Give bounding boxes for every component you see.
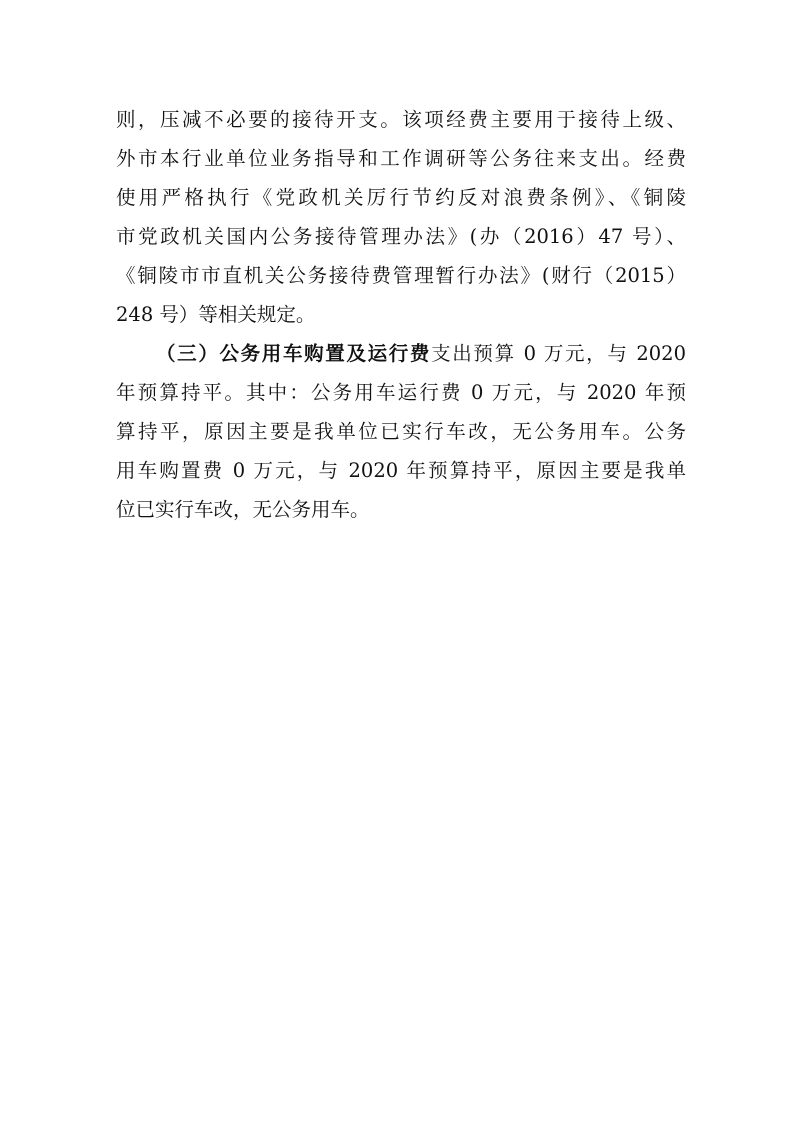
text-line: 年预算持平。其中：公务用车运行费 0 万元，与 2020 年预 bbox=[116, 381, 686, 404]
text-line: 《铜陵市市直机关公务接待费管理暂行办法》(财行（2015） bbox=[116, 264, 686, 287]
text-span: 支出预算 0 万元，与 2020 bbox=[431, 342, 686, 365]
text-line: 则，压减不必要的接待开支。该项经费主要用于接待上级、 bbox=[116, 108, 686, 131]
text-line: 用车购置费 0 万元，与 2020 年预算持平，原因主要是我单 bbox=[116, 459, 686, 482]
text-line: 位已实行车改，无公务用车。 bbox=[116, 498, 370, 521]
paragraph-vehicle-expenses bbox=[116, 334, 686, 529]
body-text bbox=[116, 100, 686, 529]
text-line bbox=[116, 334, 686, 373]
paragraph-reception-expenses bbox=[116, 100, 686, 334]
section-heading: （三）公务用车购置及运行费 bbox=[156, 342, 432, 365]
text-line: 外市本行业单位业务指导和工作调研等公务往来支出。经费 bbox=[116, 147, 686, 170]
text-line: 算持平，原因主要是我单位已实行车改，无公务用车。公务 bbox=[116, 420, 686, 443]
text-line: 使用严格执行《党政机关厉行节约反对浪费条例》、《铜陵 bbox=[116, 186, 686, 209]
text-line: 市党政机关国内公务接待管理办法》(办（2016）47 号）、 bbox=[116, 225, 686, 248]
text-line: 248 号）等相关规定。 bbox=[116, 303, 316, 326]
